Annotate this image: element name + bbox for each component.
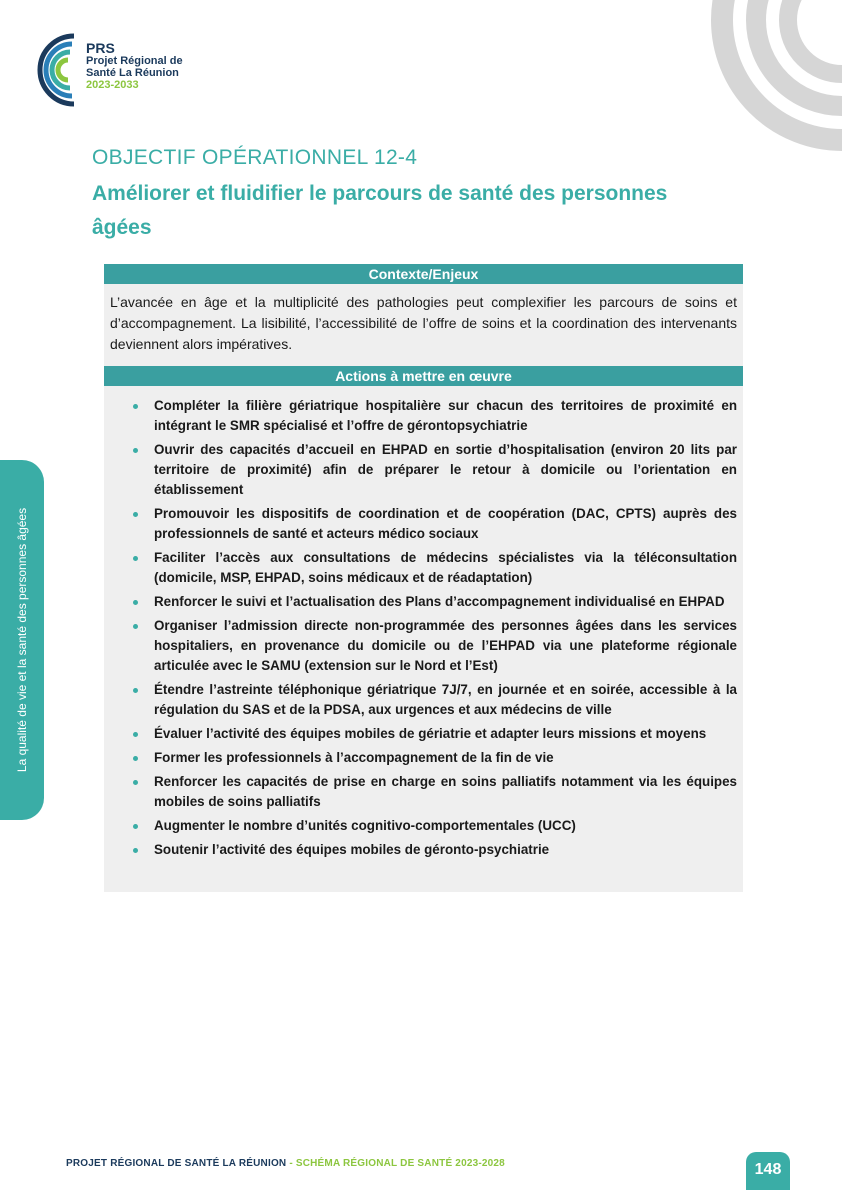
action-item: Faciliter l’accès aux consultations de médecins spécialistes via la téléconsultation (domicile, MSP, EHPAD, soins médicaux et de réadaptation) <box>154 548 737 588</box>
bullet-icon <box>133 512 138 517</box>
bullet-icon <box>133 824 138 829</box>
actions-heading: Actions à mettre en œuvre <box>104 366 743 386</box>
logo-line-2: Santé La Réunion <box>86 67 179 79</box>
action-item: Soutenir l’activité des équipes mobiles de géronto-psychiatrie <box>154 840 737 860</box>
action-item: Renforcer les capacités de prise en charge en soins palliatifs notamment via les équipes mobiles de soins palliatifs <box>154 772 737 812</box>
action-item: Augmenter le nombre d’unités cognitivo-comportementales (UCC) <box>154 816 737 836</box>
page-footer <box>66 1158 505 1169</box>
objective-kicker: OBJECTIF OPÉRATIONNEL 12-4 <box>92 146 418 169</box>
prs-logo <box>24 30 204 112</box>
logo-title: PRS <box>86 40 115 56</box>
action-item: Étendre l’astreinte téléphonique gériatrique 7J/7, en journée et en soirée, accessible à la régulation du SAS et de la PDSA, aux urgences et aux médecins de ville <box>154 680 737 720</box>
bullet-icon <box>133 624 138 629</box>
bullet-icon <box>133 756 138 761</box>
footer-title: PROJET RÉGIONAL DE SANTÉ LA RÉUNION <box>66 1158 287 1169</box>
action-item: Compléter la filière gériatrique hospitalière sur chacun des territoires de proximité en intégrant le SMR spécialisé et l’offre de gérontopsychiatrie <box>154 396 737 436</box>
action-item: Renforcer le suivi et l’actualisation des Plans d’accompagnement individualisé en EHPAD <box>154 592 737 612</box>
bullet-icon <box>133 556 138 561</box>
bullet-icon <box>133 448 138 453</box>
context-heading: Contexte/Enjeux <box>104 264 743 284</box>
actions-list <box>104 386 743 860</box>
action-item: Former les professionnels à l’accompagnement de la fin de vie <box>154 748 737 768</box>
bullet-icon <box>133 732 138 737</box>
bullet-icon <box>133 780 138 785</box>
footer-subtitle: - SCHÉMA RÉGIONAL DE SANTÉ 2023-2028 <box>286 1158 505 1169</box>
action-item: Promouvoir les dispositifs de coordination et de coopération (DAC, CPTS) auprès des professionnels de santé et acteurs médico sociaux <box>154 504 737 544</box>
action-item: Ouvrir des capacités d’accueil en EHPAD en sortie d’hospitalisation (environ 20 lits par territoire de proximité) afin de préparer le retour à domicile ou l’orientation en établissement <box>154 440 737 500</box>
page-number: 148 <box>746 1152 790 1190</box>
logo-years: 2023-2033 <box>86 79 139 91</box>
objective-title: Améliorer et fluidifier le parcours de santé des personnes âgées <box>92 182 668 239</box>
context-text: L’avancée en âge et la multiplicité des pathologies peut complexifier les parcours de soins et d’accompagnement. La lisibilité, l’accessibilité de l’offre de soins et la coordination des intervenants deviennent alors impératives. <box>110 294 737 352</box>
action-item: Organiser l’admission directe non-programmée des personnes âgées dans les services hospitaliers, en provenance du domicile ou de l’EHPAD via une plateforme régionale articulée avec le SAMU (extension sur le Nord et l’Est) <box>154 616 737 676</box>
logo-line-1: Projet Régional de <box>86 55 183 67</box>
bullet-icon <box>133 600 138 605</box>
bullet-icon <box>133 848 138 853</box>
action-item: Évaluer l’activité des équipes mobiles de gériatrie et adapter leurs missions et moyens <box>154 724 737 744</box>
corner-arcs-decoration <box>692 0 842 160</box>
bullet-icon <box>133 688 138 693</box>
bullet-icon <box>133 404 138 409</box>
content-card <box>104 264 743 892</box>
side-section-label: La qualité de vie et la santé des personnes âgées <box>15 507 29 773</box>
prs-logo-arcs-icon <box>24 30 84 112</box>
